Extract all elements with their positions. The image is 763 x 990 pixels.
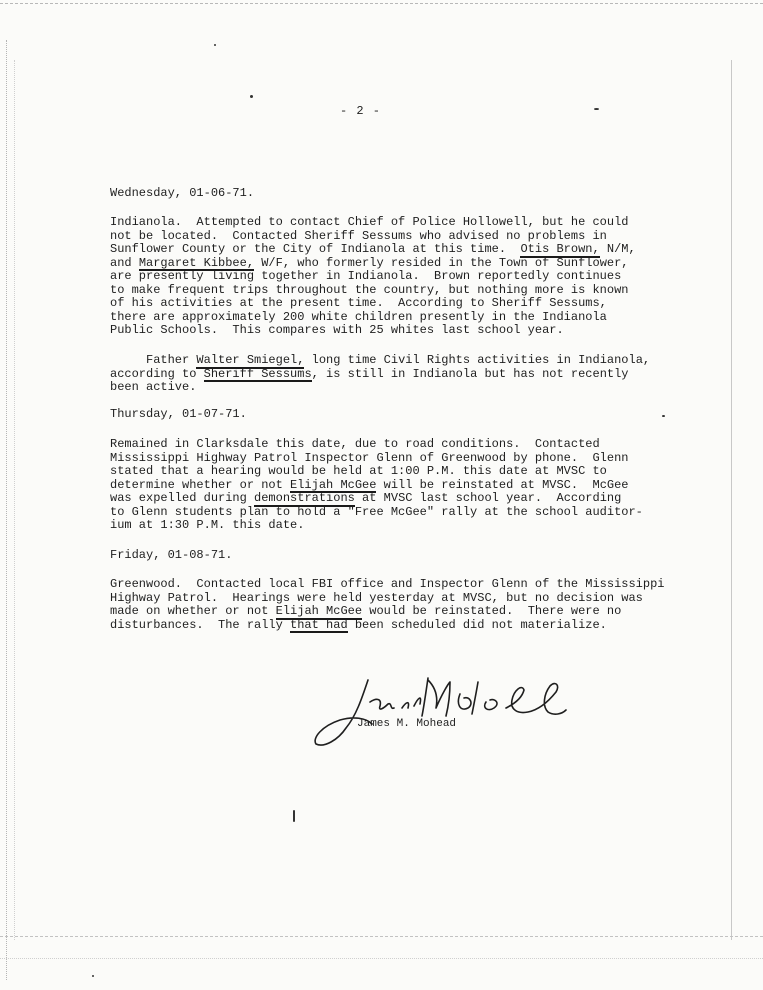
top-edge-perforation [0, 3, 763, 4]
scan-speck [92, 975, 94, 977]
scan-mark [293, 810, 295, 822]
scan-speck [250, 95, 253, 98]
signer-name: James M. Mohead [357, 718, 457, 730]
bottom-edge-perforation-lower [0, 958, 763, 959]
right-edge-line [731, 60, 732, 940]
entry-date: Friday, 01-08-71. [110, 548, 233, 562]
scan-speck [214, 44, 216, 46]
entry-paragraph: Indianola. Attempted to contact Chief of Police Hollowell, but he could not be located. Contacted Sheriff Sessums who advised no problems in Sunflower County or the City of Indianola at this time. Otis Brown, N/M, and Margaret Kibbee, W/F, who formerly resided in the Town of Sunflower, are presently living together in Indianola. Brown reportedly continues to make frequent trips throughout the country, but nothing more is known of his activities at the present time. According to Sheriff Sessums, there are approximately 200 white children presently in the Indianola Public Schools. This compares with 25 whites last school year. [110, 215, 636, 337]
entry-paragraph: Greenwood. Contacted local FBI office and Inspector Glenn of the Mississippi Highway Patrol. Hearings were held yesterday at MVSC, but no decision was made on whether or not Elijah McGee would be reinstated. There were no disturbances. The rally that had been scheduled did not materialize. [110, 577, 665, 632]
underlined-name: Elijah McGee [290, 477, 377, 492]
underlined-name: Margaret Kibbee, [138, 255, 255, 270]
scan-speck [662, 415, 665, 417]
left-edge-binding-marks [6, 40, 7, 980]
underlined-name: Otis Brown, [520, 242, 600, 256]
entry-paragraph: Father Walter Smiegel, long time Civil Rights activities in Indianola, according to Sheriff Sessums, is still in Indianola but has not recently been active. [110, 353, 651, 394]
underlined-name: Elijah McGee [275, 604, 363, 618]
scan-speck [594, 108, 599, 110]
entry-date: Wednesday, 01-06-71. [110, 186, 255, 200]
underlined-name: that had [290, 617, 348, 632]
handwritten-signature [310, 668, 570, 758]
left-edge-binding-marks-inner [14, 60, 15, 940]
underlined-name: Walter Smiegel, [196, 353, 305, 367]
entry-date: Thursday, 01-07-71. [110, 407, 247, 421]
bottom-edge-perforation [0, 936, 763, 937]
underlined-name: Sheriff Sessums [203, 366, 312, 381]
underlined-name: demonstrations [254, 491, 355, 505]
page-number: - 2 - [340, 104, 382, 118]
entry-paragraph: Remained in Clarksdale this date, due to road conditions. Contacted Mississippi Highway Patrol Inspector Glenn of Greenwood by phone. Glenn stated that a hearing would be held at 1:00 P.M. this date at MVSC to determine whether or not Elijah McGee will be reinstated at MVSC. McGee was expelled during demonstrations at MVSC last school year. According to Glenn students plan to hold a "Free McGee" rally at the school auditor- ium at 1:30 P.M. this date. [110, 437, 643, 532]
